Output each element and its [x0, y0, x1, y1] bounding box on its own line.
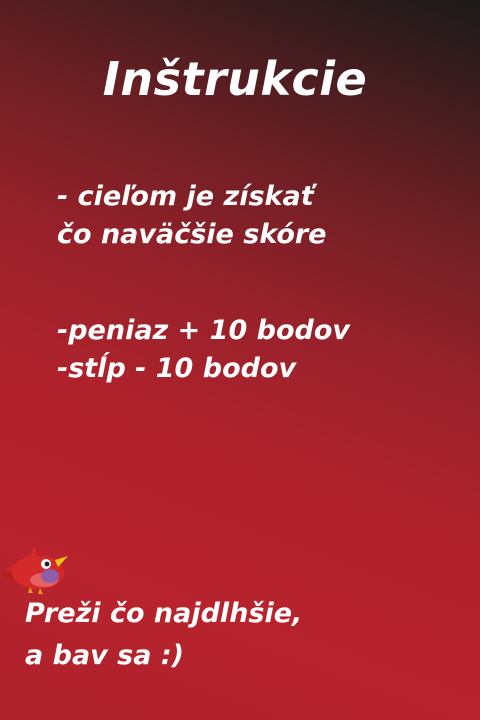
- goal-text: [57, 178, 457, 254]
- goal-line-2: čo naväčšie skóre: [57, 219, 327, 250]
- coin-rule: -peniaz + 10 bodov: [57, 315, 351, 346]
- pillar-rule: -stĺp - 10 bodov: [57, 353, 297, 384]
- page-title: Inštrukcie: [102, 52, 368, 106]
- bird-icon: [0, 540, 72, 594]
- goal-line-1: - cieľom je získať: [57, 181, 314, 212]
- scoring-rules: [57, 312, 457, 388]
- footer-line-2: a bav sa :): [25, 640, 184, 671]
- footer-message: [25, 593, 302, 677]
- footer-line-1: Preži čo najdlhšie,: [25, 598, 303, 629]
